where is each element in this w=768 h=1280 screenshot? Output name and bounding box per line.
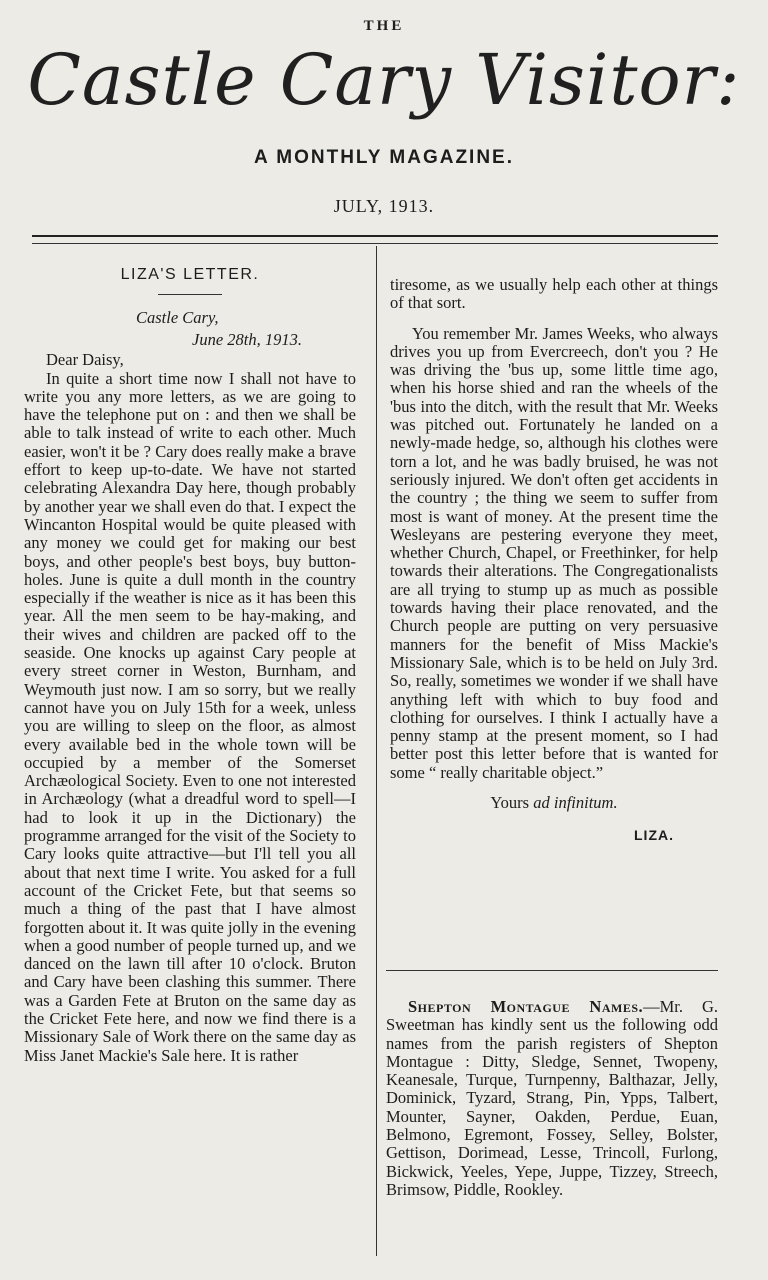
masthead-rule-bottom xyxy=(32,243,718,244)
names-note xyxy=(386,998,718,1199)
left-column xyxy=(24,266,356,1065)
letter-closing xyxy=(390,794,718,812)
column-divider xyxy=(376,246,377,1256)
issue-date: JULY, 1913. xyxy=(333,196,435,216)
letter-dateline xyxy=(24,307,356,351)
masthead-rule-top xyxy=(32,235,718,237)
masthead-the: THE xyxy=(363,18,405,34)
letter-heading: LIZA'S LETTER. xyxy=(120,266,260,283)
letter-paragraph-1: In quite a short time now I shall not have to write you any more letters, as we are going to have the telephone put on : and then we shall be able to talk instead of write to each other. Much easier, won't it be ? Cary does really make a brave effort to keep up-to-date. We have not started celebrating Alexandra Day here, though probably by another year we shall even do that. I expect the Wincanton Hospital would be quite pleased with any money we could get for making our best boys, and other people's best boys, buy button-holes. June is quite a dull month in the country especially if the weather is nice as it has been this year. All the men seem to be hay-making, and their wives and children are packed off to the seaside. One knocks up against Cary people at every street corner in Weston, Burnham, and Weymouth just now. I am so sorry, but we really cannot have you on July 15th for a week, unless you are willing to sleep on the floor, as almost every available bed in the whole town will be occupied by a member of the Somerset Archæological Society. Even to one not interested in Archæology (what a dreadful word to spell—I had to look it up in the Dictionary) the programme arranged for the visit of the Society to Cary looks quite attractive—but I'll tell you all about that next time I write. You asked for a full account of the Cricket Fete, but that seems so much a thing of the past that I have almost forgotten about it. It was quite jolly in the evening when a good number of people turned up, and we danced on the lawn till after 10 o'clock. Bruton and Cary have been clashing this summer. There was a Garden Fete at Bruton on the same day as the Cricket Fete here, and now we find there is a Missionary Sale of Work there on the same day as Miss Janet Mackie's Sale here. It is rather xyxy=(24,368,356,1065)
magazine-title: Castle Cary Visitor: xyxy=(27,39,741,121)
section-rule xyxy=(386,970,718,971)
heading-rule xyxy=(158,294,222,295)
names-heading: Shepton Montague Names. xyxy=(408,997,644,1016)
letter-signature: LIZA. xyxy=(634,827,674,844)
closing-prefix: Yours xyxy=(490,793,530,813)
closing-italic: ad infinitum. xyxy=(533,793,618,813)
letter-place: Castle Cary, xyxy=(136,308,219,328)
letter-continuation: tiresome, as we usually help each other at things of that sort. xyxy=(390,275,718,313)
letter-salutation: Dear Daisy, xyxy=(46,350,124,370)
letter-date: June 28th, 1913. xyxy=(192,330,302,350)
magazine-subtitle: A MONTHLY MAGAZINE. xyxy=(253,147,515,168)
letter-paragraph-2: You remember Mr. James Weeks, who always drives you up from Evercreech, don't you ? He was driving the 'bus up, some little time ago, when his horse shied and ran the wheels of the 'bus into the ditch, with the result that Mr. Weeks was pitched out. Fortunately he landed on a newly-made hedge, so, although his clothes were torn a lot, and he was badly bruised, he was not seriously injured. We don't often get accidents in the country ; the thing we seem to suffer from most is want of money. At the present time the Wesleyans are pestering everyone they meet, whether Church, Chapel, or Freethinker, for help towards their alterations. The Congregationalists are all trying to stump up as much as possible towards having their place renovated, and the Church people are putting on very persuasive manners for the benefit of Miss Mackie's Missionary Sale, which is to be held on July 3rd. So, really, sometimes we wonder if we shall have anything left with which to buy food and clothing for ourselves. I think I actually have a penny stamp at the present moment, so I had better post this letter before that is wanted for some “ really charitable object.” xyxy=(390,323,718,782)
right-column xyxy=(390,276,718,845)
names-body: —Mr. G. Sweetman has kindly sent us the following odd names from the parish registers of Shepton Montague : Ditty, Sledge, Sennet, Twopeny, Keanesale, Turque, Turnpenny, Balthazar, Jelly, Dominick, Tyzard, Strang, Pin, Ypps, Talbert, Mounter, Sayner, Oakden, Perdue, Euan, Belmono, Egremont, Fossey, Selley, Bolster, Gettison, Dorimead, Lesse, Trincoll, Furlong, Bickwick, Yeeles, Yepe, Juppe, Tizzey, Streech, Brimsow, Piddle, Rookley. xyxy=(386,997,719,1199)
names-paragraph xyxy=(386,998,718,1199)
